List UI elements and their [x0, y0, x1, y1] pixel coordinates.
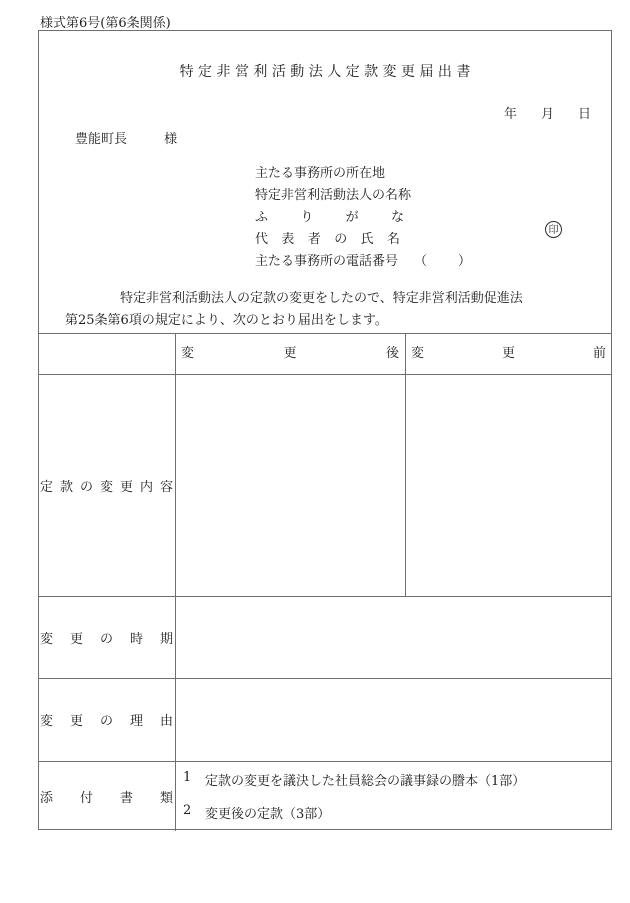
addressee-honorific: 様 [164, 132, 178, 147]
form-number: 様式第6号(第6条関係) [40, 16, 171, 31]
row-label-attachments [40, 761, 173, 831]
applicant-phone-line [255, 250, 485, 269]
cell-change-reason-blank [176, 679, 612, 761]
attachment-item-2 [183, 803, 330, 822]
applicant-phone-label: 主たる事務所の電話番号 [255, 254, 399, 269]
applicant-office-address-label: 主たる事務所の所在地 [255, 166, 386, 181]
attachment-item-2-text: 変更後の定款（3部） [205, 807, 331, 822]
header-change-before: 変 更 前 [411, 346, 606, 361]
date-line [504, 103, 591, 122]
change-table [38, 333, 612, 830]
cell-attachments-content [183, 761, 611, 831]
body-paragraph-line2: 第25条第6項の規定により、次のとおり届出をします。 [65, 313, 388, 328]
addressee-name: 豊能町長 [75, 132, 128, 147]
cell-change-before-blank [406, 375, 612, 596]
row-label-attachments-text: 添 付 書 類 [40, 790, 173, 806]
row-label-change-reason-text: 変 更 の 理 由 [40, 714, 173, 729]
attachment-item-1-text: 定款の変更を議決した社員総会の議事録の謄本（1部） [205, 774, 526, 789]
seal-mark-icon: 印 [545, 221, 562, 238]
phone-paren-open: （ [414, 254, 428, 269]
row-label-change-content-text: 定 款 の 変 更 内 容 [40, 479, 173, 495]
attachment-item-1 [183, 770, 525, 789]
applicant-corp-name-label: 特定非営利活動法人の名称 [255, 188, 412, 203]
form-title: 特 定 非 営 利 活 動 法 人 定 款 変 更 届 出 書 [179, 64, 471, 80]
applicant-representative-label: 代 表 者 の 氏 名 [255, 232, 400, 247]
attachment-item-2-number: 2 [183, 803, 192, 818]
cell-change-timing-blank [176, 597, 612, 678]
date-year-label: 年 [504, 107, 518, 122]
date-month-label: 月 [540, 107, 554, 122]
row-label-change-reason [40, 678, 173, 761]
header-change-after: 変 更 後 [181, 346, 399, 361]
body-paragraph-line1: 特定非営利活動法人の定款の変更をしたので、特定非営利活動促進法 [120, 291, 523, 306]
phone-paren-close: ） [458, 254, 472, 269]
row-label-change-content [40, 374, 173, 596]
applicant-furigana-label: ふ り が な [255, 210, 404, 225]
attachment-item-1-number: 1 [183, 770, 192, 785]
addressee-line [75, 128, 177, 147]
cell-change-after-blank [176, 375, 405, 596]
date-day-label: 日 [577, 107, 591, 122]
row-label-change-timing [40, 596, 173, 678]
row-label-change-timing-text: 変 更 の 時 期 [40, 631, 173, 647]
